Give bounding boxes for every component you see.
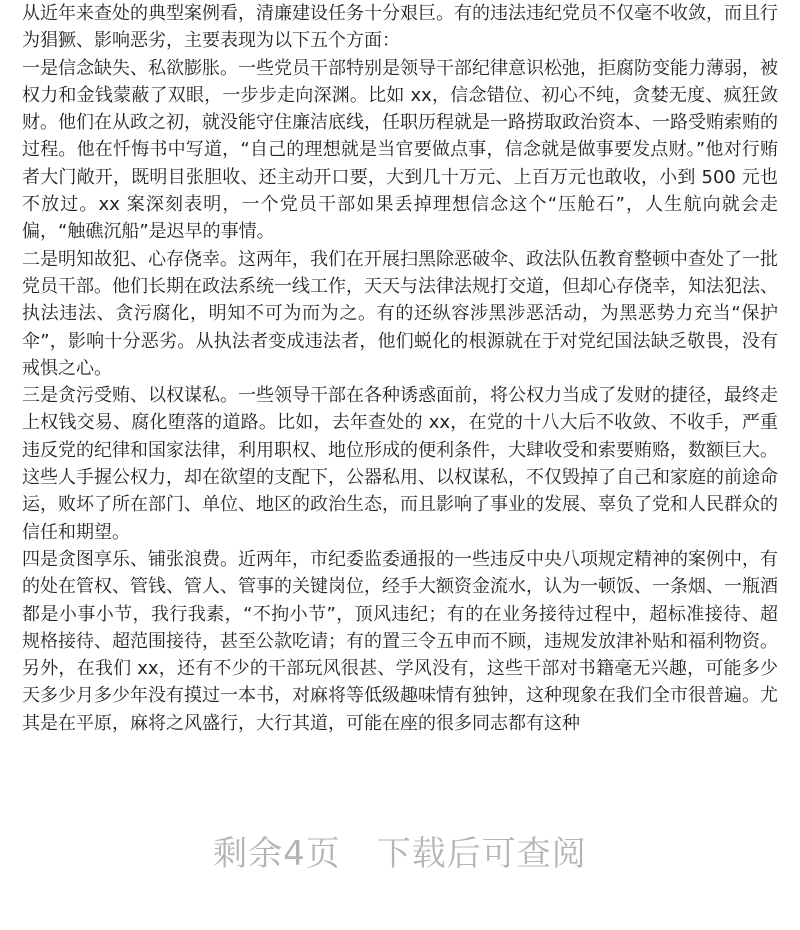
remaining-pages-notice [0, 826, 800, 875]
paragraph-point-1: 一是信念缺失、私欲膨胀。一些党员干部特别是领导干部纪律意识松弛，拒腐防变能力薄弱，被权力和金钱蒙蔽了双眼，一步步走向深渊。比如 xx，信念错位、初心不纯，贪婪无度、疯狂敛财。他们在从政之初，就没能守住廉洁底线，任职历程就是一路捞取政治资本、一路受贿索贿的过程。他在忏悔书中写道，“自己的理想就是当官要做点事，信念就是做事要发点财。”他对行贿者大门敞开，既明目张胆收、还主动开口要，大到几十万元、上百万元也敢收，小到 500 元也不放过。xx 案深刻表明，一个党员干部如果丢掉理想信念这个“压舱石”，人生航向就会走偏，“触礁沉船”是迟早的事情。 [22, 57, 778, 243]
paragraph-point-3: 三是贪污受贿、以权谋私。一些领导干部在各种诱惑面前，将公权力当成了发财的捷径，最终走上权钱交易、腐化堕落的道路。比如，去年查处的 xx，在党的十八大后不收敛、不收手，严重违反党的纪律和国家法律，利用职权、地位形成的便利条件，大肆收受和索要贿赂，数额巨大。这些人手握公权力，却在欲望的支配下，公器私用、以权谋私，不仅毁掉了自己和家庭的前途命运，败坏了所在部门、单位、地区的政治生态，而且影响了事业的发展、辜负了党和人民群众的信任和期望。 [22, 385, 778, 543]
remaining-pages-text: 剩余4页 [213, 834, 341, 874]
paragraph-point-2: 二是明知故犯、心存侥幸。这两年，我们在开展扫黑除恶破伞、政法队伍教育整顿中查处了一批党员干部。他们长期在政法系统一线工作，天天与法律法规打交道，但却心存侥幸，知法犯法、执法违法、贪污腐化，明知不可为而为之。有的还纵容涉黑涉恶活动，为黑恶势力充当“保护伞”，影响十分恶劣。从执法者变成违法者，他们蜕化的根源就在于对党纪国法缺乏敬畏，没有戒惧之心。 [22, 248, 778, 379]
paragraph-intro: 从近年来查处的典型案例看，清廉建设任务十分艰巨。有的违法违纪党员不仅毫不收敛，而且行为猖獗、影响恶劣，主要表现为以下五个方面： [22, 3, 778, 52]
paragraph-point-4: 四是贪图享乐、铺张浪费。近两年，市纪委监委通报的一些违反中央八项规定精神的案例中，有的处在管权、管钱、管人、管事的关键岗位，经手大额资金流水，认为一顿饭、一条烟、一瓶酒都是小事小节，我行我素，“不拘小节”，顶风违纪；有的在业务接待过程中，超标准接待、超规格接待、超范围接待，甚至公款吃请；有的置三令五申而不顾，违规发放津补贴和福利物资。另外，在我们 xx，还有不少的干部玩风很甚、学风没有，这些干部对书籍毫无兴趣，可能多少天多少月多少年没有摸过一本书，对麻将等低级趣味情有独钟，这种现象在我们全市很普遍。尤其是在平原，麻将之风盛行，大行其道，可能在座的很多同志都有这种 [22, 548, 778, 734]
document-body [22, 0, 778, 737]
download-to-view-text: 下载后可查阅 [376, 834, 587, 874]
